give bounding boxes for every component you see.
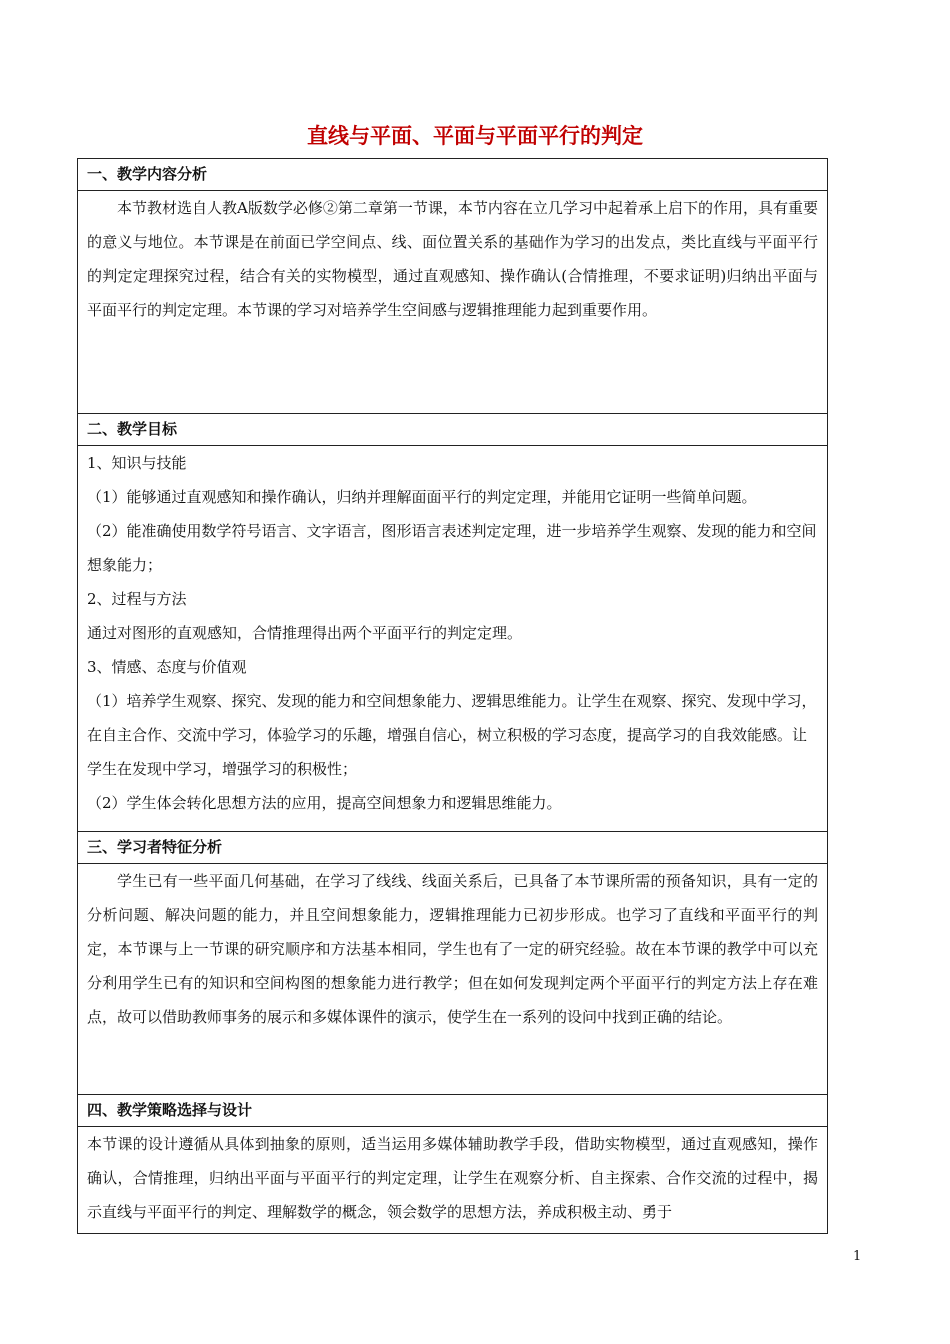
page-number: 1 bbox=[853, 1249, 862, 1264]
section-body-learner-analysis bbox=[78, 864, 828, 1095]
strategy-design-paragraph: 本节课的设计遵循从具体到抽象的原则，适当运用多媒体辅助教学手段，借助实物模型，通过直观感知，操作确认，合情推理，归纳出平面与平面平行的判定定理，让学生在观察分析、自主探索、合作交流的过程中，揭示直线与平面平行的判定、理解数学的概念，领会数学的思想方法，养成积极主动、勇于 bbox=[87, 1135, 818, 1221]
lesson-plan-table bbox=[77, 158, 828, 1234]
section-body-strategy-design bbox=[78, 1127, 828, 1234]
goal-line: （1）培养学生观察、探究、发现的能力和空间想象能力、逻辑思维能力。让学生在观察、探究、发现中学习，在自主合作、交流中学习，体验学习的乐趣，增强自信心，树立积极的学习态度，提高学习的自我效能感。让学生在发现中学习，增强学习的积极性； bbox=[87, 692, 817, 778]
section-heading-strategy-design: 四、教学策略选择与设计 bbox=[78, 1095, 828, 1127]
goal-line: 1、知识与技能 bbox=[87, 454, 187, 472]
goal-line: （2）能准确使用数学符号语言、文字语言，图形语言表述判定定理，进一步培养学生观察、发现的能力和空间想象能力； bbox=[87, 522, 817, 574]
section-body-teaching-goals bbox=[78, 446, 828, 832]
section-heading-learner-analysis: 三、学习者特征分析 bbox=[78, 832, 828, 864]
document-title: 直线与平面、平面与平面平行的判定 bbox=[307, 124, 643, 148]
section-heading-content-analysis: 一、教学内容分析 bbox=[78, 159, 828, 191]
goal-line: 3、情感、态度与价值观 bbox=[87, 658, 247, 676]
goal-line: （2）学生体会转化思想方法的应用，提高空间想象力和逻辑思维能力。 bbox=[87, 794, 562, 812]
content-analysis-paragraph: 本节教材选自人教A版数学必修②第二章第一节课，本节内容在立几学习中起着承上启下的作用，具有重要的意义与地位。本节课是在前面已学空间点、线、面位置关系的基础作为学习的出发点，类比直线与平面平行的判定定理探究过程，结合有关的实物模型，通过直观感知、操作确认(合情推理，不要求证明)归纳出平面与平面平行的判定定理。本节课的学习对培养学生空间感与逻辑推理能力起到重要作用。 bbox=[87, 199, 818, 319]
goal-line: （1）能够通过直观感知和操作确认，归纳并理解面面平行的判定定理，并能用它证明一些简单问题。 bbox=[87, 488, 757, 506]
section-heading-teaching-goals: 二、教学目标 bbox=[78, 414, 828, 446]
learner-analysis-paragraph: 学生已有一些平面几何基础，在学习了线线、线面关系后，已具备了本节课所需的预备知识，具有一定的分析问题、解决问题的能力，并且空间想象能力，逻辑推理能力已初步形成。也学习了直线和平面平行的判定，本节课与上一节课的研究顺序和方法基本相同，学生也有了一定的研究经验。故在本节课的教学中可以充分利用学生已有的知识和空间构图的想象能力进行教学；但在如何发现判定两个平面平行的判定方法上存在难点，故可以借助教师事务的展示和多媒体课件的演示，使学生在一系列的设问中找到正确的结论。 bbox=[87, 872, 818, 1026]
goal-line: 通过对图形的直观感知，合情推理得出两个平面平行的判定定理。 bbox=[87, 624, 523, 642]
goal-line: 2、过程与方法 bbox=[87, 590, 187, 608]
section-body-content-analysis bbox=[78, 191, 828, 414]
